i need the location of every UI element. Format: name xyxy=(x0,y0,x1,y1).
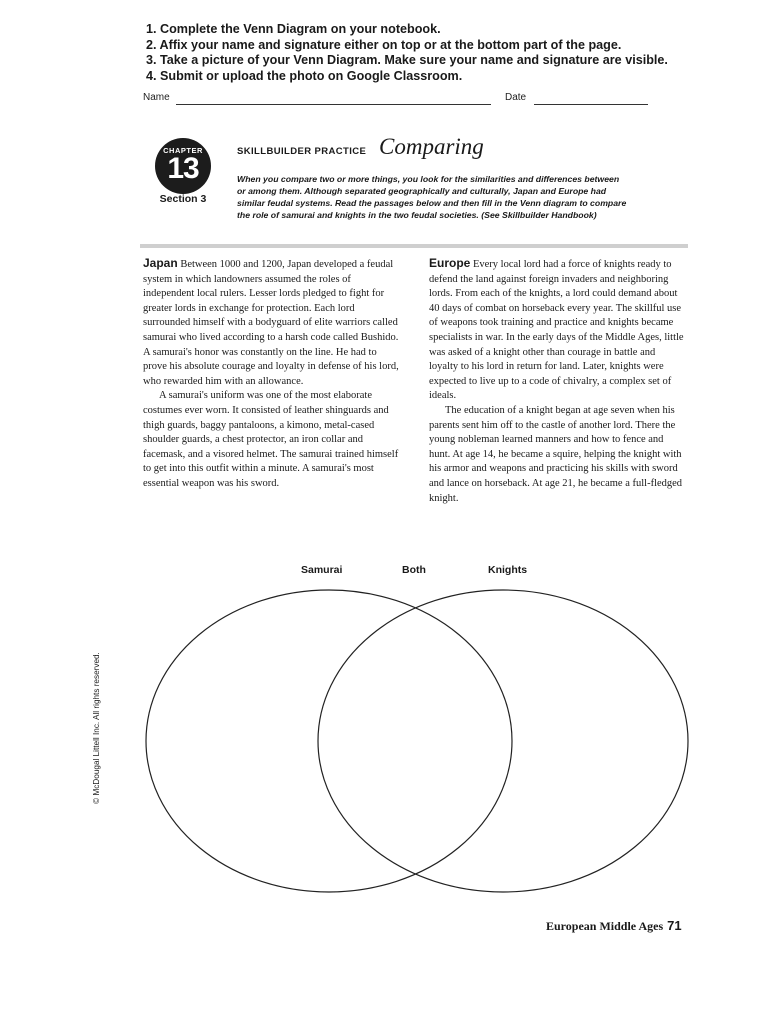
section-label: Section 3 xyxy=(159,193,207,205)
japan-heading: Japan xyxy=(143,256,178,270)
japan-paragraph-2: A samurai's uniform was one of the most elaborate costumes ever worn. It consisted of leather shinguards and thigh guards, baggy pantaloons, a kimono, metal-cased shoulder guards, a chest protector, an iron collar and facemask, and a visored helmet. The samurai trained himself to get into this outfit within a minute. A samurai's most essential weapon was his sword. xyxy=(143,390,399,489)
name-label: Name xyxy=(143,92,170,103)
instruction-item: 4. Submit or upload the photo on Google Classroom. xyxy=(146,68,463,83)
page-title: Comparing xyxy=(379,134,484,159)
japan-paragraph-1: Between 1000 and 1200, Japan developed a feudal system in which landowners assumed the roles of independent local rulers. Lesser lords pledged to fight for greater lords in exchange for protection. Each lord surrounded himself with a bodyguard of elite warriors called samurai who lived according to a harsh code called Bushido. A samurai's honor was constantly on the line. He had to prove his absolute courage and loyalty in defense of his lord, who rewarded him with an allowance. xyxy=(143,259,399,387)
footer-book-title: European Middle Ages xyxy=(546,919,664,933)
intro-text: When you compare two or more things, you look for the similarities and differences between or among them. Although separated geographically and culturally, Japan and Europe had similar feudal systems. Read the passages below and then fill in the Venn diagram to compare the role of samurai and knights in the two feudal societies. (See Skillbuilder Handbook) xyxy=(237,174,627,220)
venn-circle-samurai[interactable] xyxy=(146,590,512,892)
page-footer xyxy=(546,918,682,934)
chapter-label: CHAPTER xyxy=(163,146,203,155)
europe-paragraph-2: The education of a knight began at age seven when his parents sent him off to the castle of another lord. There the young nobleman learned manners and how to fence and hunt. At age 14, he became a squire, helping the knight with his armor and weapons and practicing his skills with sword and lance on horseback. At age 21, he became a full-fledged knight. xyxy=(429,404,683,504)
venn-label-samurai: Samurai xyxy=(301,564,343,576)
chapter-number: 13 xyxy=(167,152,199,185)
instruction-item: 1. Complete the Venn Diagram on your notebook. xyxy=(146,22,441,36)
copyright-notice: © McDougal Littell Inc. All rights reserved. xyxy=(92,652,101,804)
europe-paragraph-1: Every local lord had a force of knights ready to defend the land against foreign invaders and neighboring lords. From each of the knights, a lord could demand about 40 days of combat on horseback every year. The skillful use of weapons took training and practice and knights became specialists in war. In the early days of the Middle Ages, little was asked of a knight other than courage in battle and loyalty to his lord in return for land. Later, knights were expected to live up to a code of chivalry, a complex set of ideals. xyxy=(429,259,684,402)
venn-circle-knights[interactable] xyxy=(318,590,688,892)
skillbuilder-label: SKILLBUILDER PRACTICE xyxy=(237,146,367,157)
page-number: 71 xyxy=(667,918,682,933)
instruction-item: 3. Take a picture of your Venn Diagram. Make sure your name and signature are visible. xyxy=(146,53,668,67)
date-label: Date xyxy=(505,92,527,103)
venn-label-both: Both xyxy=(402,564,426,576)
instruction-item: 2. Affix your name and signature either on top or at the bottom part of the page. xyxy=(146,37,622,52)
venn-label-knights: Knights xyxy=(488,564,528,576)
europe-heading: Europe xyxy=(429,256,471,270)
